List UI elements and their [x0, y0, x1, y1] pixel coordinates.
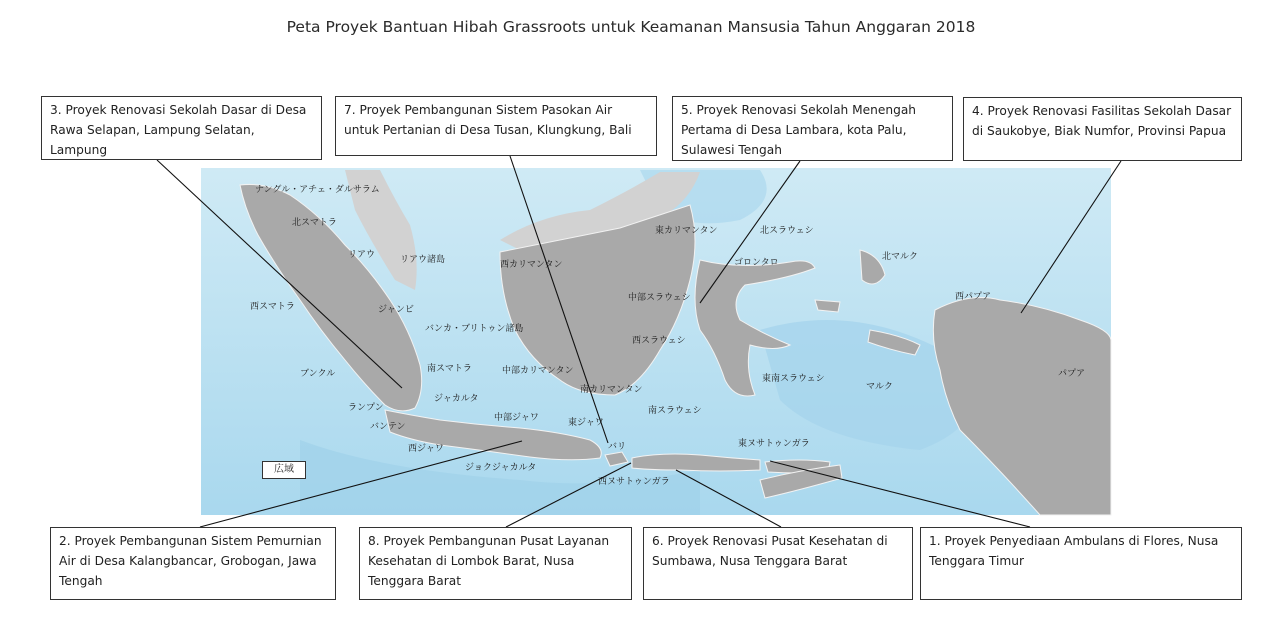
region-label: 南スマトラ: [427, 364, 472, 374]
region-label: ジャンビ: [378, 305, 414, 315]
project-callout-4: 4. Proyek Renovasi Fasilitas Sekolah Dasar di Saukobye, Biak Numfor, Provinsi Papua: [963, 97, 1242, 161]
region-label: バンカ・ブリトゥン諸島: [425, 324, 524, 334]
region-label: ゴロンタロ: [734, 258, 779, 268]
region-label: 南カリマンタン: [580, 385, 643, 395]
region-label: 北マルク: [882, 252, 918, 262]
region-label: ジャカルタ: [434, 394, 479, 404]
map-title: Peta Proyek Bantuan Hibah Grassroots untuk Keamanan Mansusia Tahun Anggaran 2018: [286, 18, 976, 36]
region-label: ジョクジャカルタ: [465, 463, 537, 473]
region-label: 北スマトラ: [292, 218, 337, 228]
region-label: 西パプア: [955, 292, 992, 302]
legend-box: 広域: [262, 461, 306, 479]
region-label: 西スマトラ: [250, 302, 295, 312]
region-label: 西ジャワ: [408, 444, 444, 454]
region-label: リアウ諸島: [400, 255, 446, 265]
region-label: バンテン: [370, 422, 406, 432]
region-label: 東カリマンタン: [655, 226, 718, 236]
project-callout-5: 5. Proyek Renovasi Sekolah Menengah Pertama di Desa Lambara, kota Palu, Sulawesi Tengah: [672, 96, 953, 161]
region-label: マルク: [866, 382, 893, 392]
region-label: バリ: [608, 442, 627, 452]
region-label: 中部ジャワ: [494, 413, 539, 423]
region-label: 西ヌサトゥンガラ: [598, 477, 670, 487]
project-callout-1: 1. Proyek Penyediaan Ambulans di Flores, Nusa Tenggara Timur: [920, 527, 1242, 600]
project-callout-7: 7. Proyek Pembangunan Sistem Pasokan Air untuk Pertanian di Desa Tusan, Klungkung, Bali: [335, 96, 657, 156]
region-label: 北スラウェシ: [760, 226, 814, 236]
region-label: 南スラウェシ: [648, 406, 702, 416]
region-label: 東ヌサトゥンガラ: [738, 439, 810, 449]
region-label: リアウ: [348, 250, 376, 260]
region-label: 西スラウェシ: [632, 336, 686, 346]
region-label: 中部カリマンタン: [502, 366, 574, 376]
region-label: 中部スラウェシ: [628, 293, 691, 303]
project-callout-2: 2. Proyek Pembangunan Sistem Pemurnian Air di Desa Kalangbancar, Grobogan, Jawa Tengah: [50, 527, 336, 600]
region-label: 西カリマンタン: [500, 260, 563, 270]
region-label: 東南スラウェシ: [762, 374, 825, 384]
biak-island: [1012, 308, 1032, 320]
region-label: 東ジャワ: [568, 418, 604, 428]
region-label: ブンクル: [300, 369, 336, 379]
project-callout-3: 3. Proyek Renovasi Sekolah Dasar di Desa Rawa Selapan, Lampung Selatan, Lampung: [41, 96, 322, 160]
project-callout-8: 8. Proyek Pembangunan Pusat Layanan Kesehatan di Lombok Barat, Nusa Tenggara Barat: [359, 527, 632, 600]
region-label: ランプン: [348, 403, 384, 413]
region-label: パプア: [1058, 369, 1086, 379]
project-callout-6: 6. Proyek Renovasi Pusat Kesehatan di Sumbawa, Nusa Tenggara Barat: [643, 527, 913, 600]
region-label: ナングル・アチェ・ダルサラム: [255, 185, 380, 195]
